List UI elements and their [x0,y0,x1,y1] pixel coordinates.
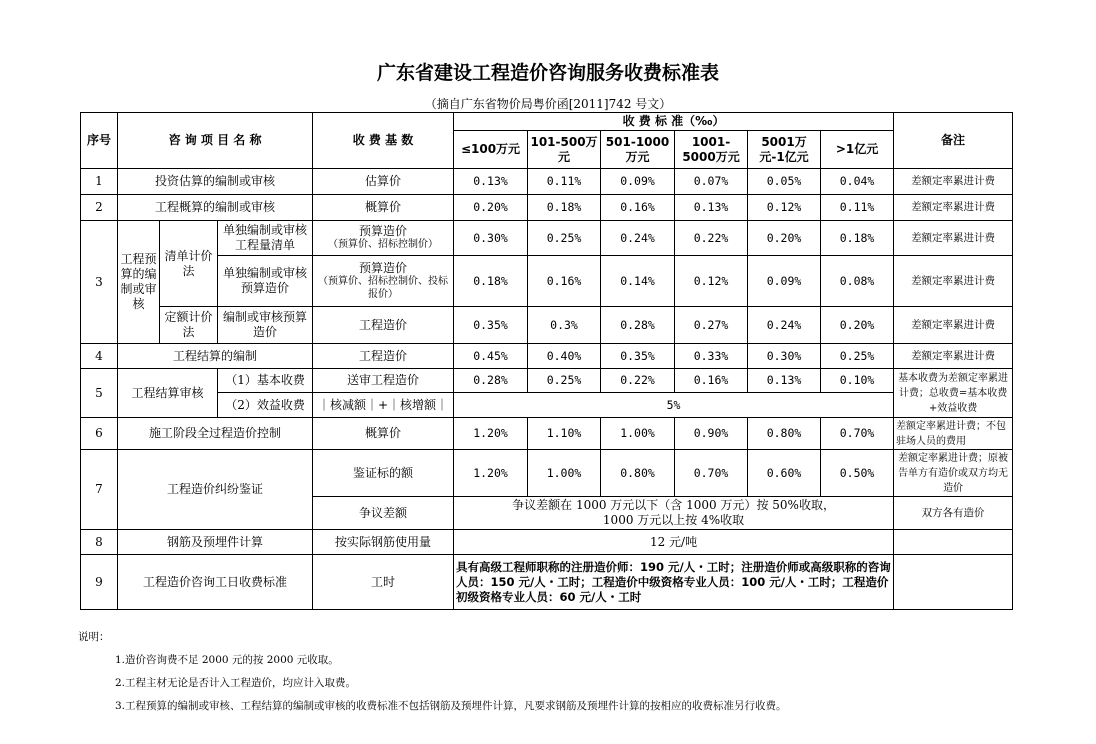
header-range: ≤100万元 [454,131,528,169]
basis-note: （预算价、招标控制价） [328,239,439,251]
row-basis: 概算价 [313,418,454,450]
basis-main: 预算造价 [359,224,408,239]
header-basis: 收 费 基 数 [313,113,454,169]
rate-cell: 0.30% [748,344,821,369]
row-seq: 5 [81,369,118,418]
header-range: 101-500万元 [528,131,601,169]
row-basis: 送审工程造价 [313,369,454,393]
rate-cell: 0.18% [821,221,894,256]
rate-cell: 0.12% [675,256,748,307]
dispute-rule-line: 争议差额在 1000 万元以下（含 1000 万元）按 50%收取， [512,498,835,512]
notes-label: 说明： [78,631,110,643]
row-item: 施工阶段全过程造价控制 [118,418,313,450]
row-method: 清单计价法 [160,221,218,307]
header-range: 501-1000万元 [601,131,675,169]
row-remark: 差额定率累进计费 [894,256,1013,307]
table-row [81,555,1013,610]
rate-cell: 0.25% [528,221,601,256]
row-seq: 1 [81,169,118,195]
rate-cell: 0.33% [675,344,748,369]
rate-cell: 0.18% [454,256,528,307]
rate-cell: 1.20% [454,450,528,497]
row-seq: 9 [81,555,118,610]
row-seq: 3 [81,221,118,344]
dispute-rule [454,497,894,530]
header-item: 咨 询 项 目 名 称 [118,113,313,169]
rate-cell: 0.35% [454,307,528,344]
row-seq: 2 [81,195,118,221]
row-basis: 鉴证标的额 [313,450,454,497]
rate-cell: 0.40% [528,344,601,369]
header-seq: 序号 [81,113,118,169]
header-range: >1亿元 [821,131,894,169]
rate-cell: 0.20% [454,195,528,221]
row-remark: 基本收费为差额定率累进计费；总收费=基本收费+效益收费 [894,369,1013,418]
dispute-rule-line: 1000 万元以上按 4%收取 [602,513,745,527]
rate-cell: 0.25% [528,369,601,393]
table-row [81,256,1013,307]
rate-cell: 0.04% [821,169,894,195]
rate-cell: 0.28% [454,369,528,393]
rate-cell: 0.07% [675,169,748,195]
rate-cell-merged: 12 元/吨 [454,530,894,555]
rate-cell: 0.28% [601,307,675,344]
row-remark: 双方各有造价 [894,497,1013,530]
row-seq: 6 [81,418,118,450]
rate-cell: 0.30% [454,221,528,256]
table-row [81,169,1013,195]
row-item: 工程结算的编制 [118,344,313,369]
rate-cell-merged: 5% [454,393,894,418]
row-basis: 争议差额 [313,497,454,530]
rate-cell: 1.00% [528,450,601,497]
table-row [81,450,1013,497]
row-basis: 工程造价 [313,307,454,344]
row-item: 工程造价咨询工日收费标准 [118,555,313,610]
rate-cell: 0.60% [748,450,821,497]
rate-cell: 0.25% [821,344,894,369]
rate-cell: 0.70% [675,450,748,497]
rate-cell: 0.08% [821,256,894,307]
row-item: 工程概算的编制或审核 [118,195,313,221]
row-item: 工程造价纠纷鉴证 [118,450,313,530]
row-basis: 工程造价 [313,344,454,369]
header-range: 5001万元-1亿元 [748,131,821,169]
row-seq: 4 [81,344,118,369]
row-remark [894,555,1013,610]
table-row [81,393,1013,418]
rate-cell: 0.70% [821,418,894,450]
row-item: 投资估算的编制或审核 [118,169,313,195]
rate-cell: 0.22% [601,369,675,393]
rate-cell: 0.13% [675,195,748,221]
page-title: 广东省建设工程造价咨询服务收费标准表 [376,62,719,84]
row-basis [313,256,454,307]
rate-cell: 0.09% [748,256,821,307]
note-item: 2.工程主材无论是否计入工程造价，均应计入取费。 [115,677,357,689]
row-basis [313,221,454,256]
table-row [81,418,1013,450]
rate-cell: 0.14% [601,256,675,307]
table-row [81,221,1013,256]
row-remark: 差额定率累进计费 [894,195,1013,221]
notes [78,627,787,719]
row-item: 单独编制或审核工程量清单 [218,221,313,256]
table-row [81,344,1013,369]
row-basis: 估算价 [313,169,454,195]
row-remark: 差额定率累进计费 [894,169,1013,195]
note-item: 1.造价咨询费不足 2000 元的按 2000 元收取。 [115,654,339,666]
row-remark: 差额定率累进计费 [894,221,1013,256]
rate-cell: 0.13% [454,169,528,195]
rate-cell: 0.16% [601,195,675,221]
rate-cell: 0.13% [748,369,821,393]
page-subtitle: （摘自广东省物价局粤价函[2011]742 号文） [424,97,672,111]
labor-rate-text: 具有高级工程师职称的注册造价师：190 元/人・工时；注册造价师或高级职称的咨询人员：150 元/人・工时；工程造价中级资格专业人员：100 元/人・工时；工程造价初级资格专业人员：60 元/人・工时 [454,555,894,610]
row-remark [894,530,1013,555]
row-basis: 工时 [313,555,454,610]
rate-cell: 0.20% [821,307,894,344]
rate-cell: 0.80% [748,418,821,450]
rate-cell: 0.80% [601,450,675,497]
row-remark: 差额定率累进计费；不包驻场人员的费用 [894,418,1013,450]
rate-cell: 0.27% [675,307,748,344]
rate-cell: 0.09% [601,169,675,195]
rate-cell: 0.50% [821,450,894,497]
row-item: 单独编制或审核预算造价 [218,256,313,307]
row-seq: 8 [81,530,118,555]
header-remark: 备注 [894,113,1013,169]
row-item: 编制或审核预算造价 [218,307,313,344]
note-item: 3.工程预算的编制或审核、工程结算的编制或审核的收费标准不包括钢筋及预埋件计算，凡要求钢筋及预埋件计算的按相应的收费标准另行收费。 [115,700,787,712]
row-remark: 差额定率累进计费 [894,344,1013,369]
rate-cell: 0.3% [528,307,601,344]
fee-table [80,112,1013,610]
rate-cell: 0.45% [454,344,528,369]
rate-cell: 0.35% [601,344,675,369]
row-basis: 概算价 [313,195,454,221]
rate-cell: 0.16% [675,369,748,393]
basis-main: 预算造价 [359,261,408,275]
rate-cell: 0.11% [528,169,601,195]
rate-cell: 0.16% [528,256,601,307]
row-basis: 按实际钢筋使用量 [313,530,454,555]
row-item: 钢筋及预埋件计算 [118,530,313,555]
table-row [81,195,1013,221]
row-basis: ｜核减额｜+｜核增额｜ [313,393,454,418]
rate-cell: 0.05% [748,169,821,195]
rate-cell: 0.12% [748,195,821,221]
rate-cell: 0.11% [821,195,894,221]
row-subitem: （2）效益收费 [218,393,313,418]
row-seq: 7 [81,450,118,530]
header-range: 1001-5000万元 [675,131,748,169]
row-remark: 差额定率累进计费 [894,307,1013,344]
row-item: 工程结算审核 [118,369,218,418]
header-rate-group: 收 费 标 准（‰） [454,113,894,131]
rate-cell: 1.00% [601,418,675,450]
rate-cell: 0.18% [528,195,601,221]
rate-cell: 1.10% [528,418,601,450]
table-row [81,530,1013,555]
rate-cell: 0.24% [748,307,821,344]
row-remark: 差额定率累进计费；原被告单方有造价或双方均无造价 [894,450,1013,497]
row-group: 工程预算的编制或审核 [118,221,160,344]
rate-cell: 0.22% [675,221,748,256]
table-row [81,369,1013,393]
row-method: 定额计价法 [160,307,218,344]
rate-cell: 0.24% [601,221,675,256]
basis-note: （预算价、招标控制价、投标报价） [318,276,449,300]
rate-cell: 0.90% [675,418,748,450]
rate-cell: 0.20% [748,221,821,256]
rate-cell: 0.10% [821,369,894,393]
table-row [81,307,1013,344]
rate-cell: 1.20% [454,418,528,450]
row-subitem: （1）基本收费 [218,369,313,393]
